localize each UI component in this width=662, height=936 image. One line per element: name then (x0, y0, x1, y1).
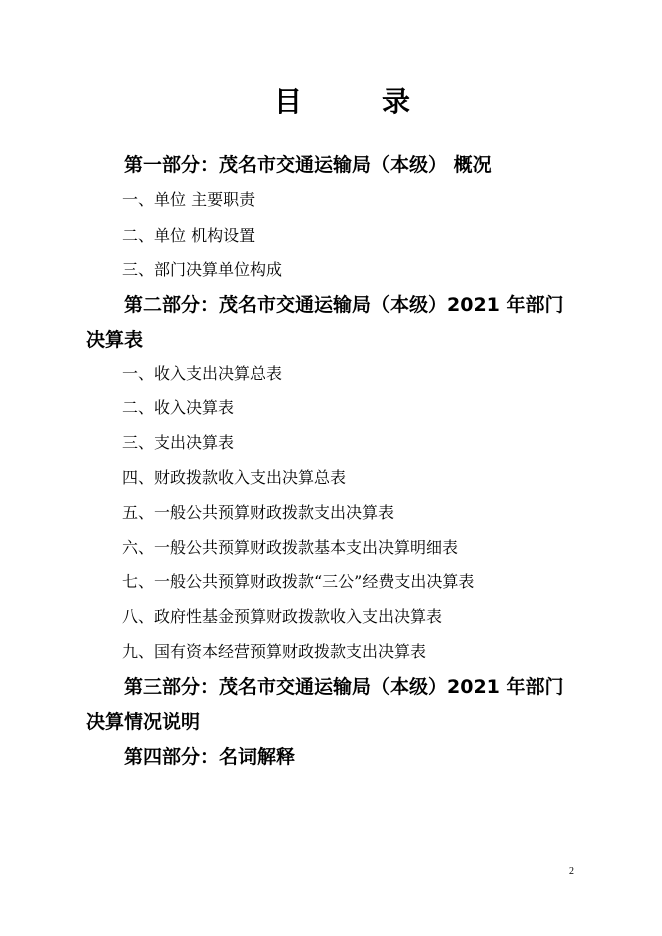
toc-item: 七、一般公共预算财政拨款“三公”经费支出决算表 (122, 572, 475, 591)
toc-item: 二、收入决算表 (122, 398, 235, 417)
toc-item: 九、国有资本经营预算财政拨款支出决算表 (122, 642, 427, 661)
toc-item: 四、财政拨款收入支出决算总表 (122, 468, 347, 487)
toc-item: 三、支出决算表 (122, 433, 235, 452)
toc-item: 五、一般公共预算财政拨款支出决算表 (122, 503, 395, 522)
toc-title-char-1: 目 (274, 85, 303, 118)
toc-item: 一、单位 主要职责 (122, 190, 256, 209)
part3-heading-line1: 第三部分：茂名市交通运输局（本级）2021 年部门 (124, 676, 564, 698)
toc-item: 八、政府性基金预算财政拨款收入支出决算表 (122, 607, 443, 626)
toc-item: 二、单位 机构设置 (122, 226, 256, 245)
toc-item: 一、收入支出决算总表 (122, 364, 283, 383)
toc-title-char-2: 录 (382, 85, 411, 118)
part3-heading-line2: 决算情况说明 (86, 711, 201, 733)
toc-item: 六、一般公共预算财政拨款基本支出决算明细表 (122, 538, 459, 557)
part4-heading: 第四部分：名词解释 (124, 746, 296, 768)
part2-heading-line1: 第二部分：茂名市交通运输局（本级）2021 年部门 (124, 294, 564, 316)
part1-heading: 第一部分：茂名市交通运输局（本级） 概况 (124, 154, 492, 176)
toc-item: 三、部门决算单位构成 (122, 260, 283, 279)
page-number: 2 (569, 866, 574, 877)
part2-heading-line2: 决算表 (86, 329, 144, 351)
